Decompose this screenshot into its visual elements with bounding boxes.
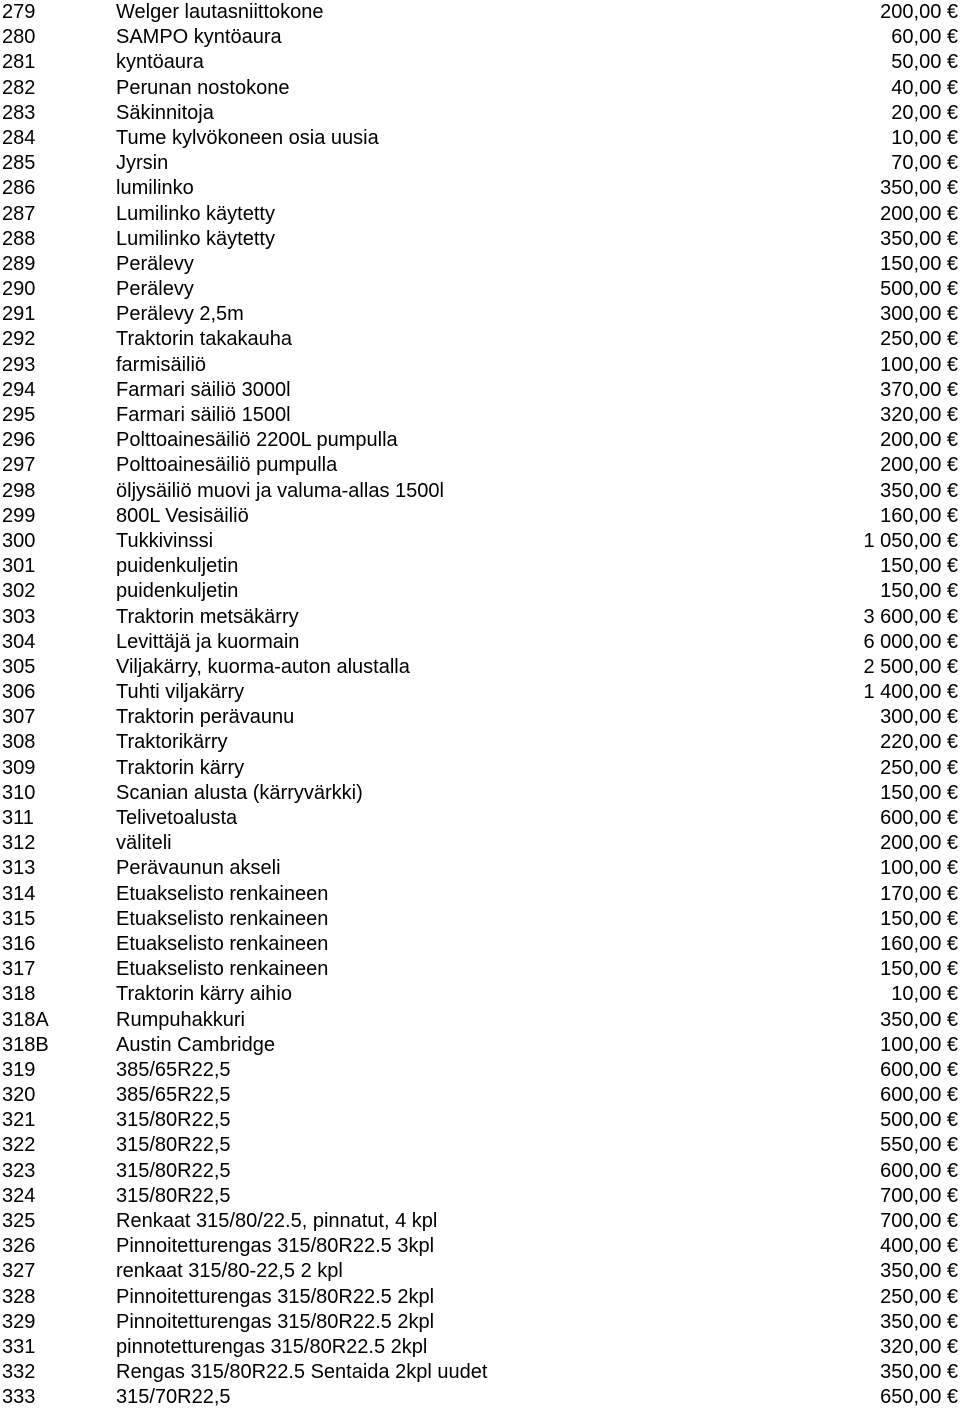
item-price: 10,00 € <box>891 126 958 149</box>
item-name: SAMPO kyntöaura <box>116 26 282 49</box>
item-number: 321 <box>2 1109 36 1132</box>
item-price: 300,00 € <box>880 303 958 326</box>
list-row <box>0 630 960 655</box>
item-number: 302 <box>2 580 36 603</box>
item-price: 150,00 € <box>880 781 958 804</box>
item-number: 324 <box>2 1184 36 1207</box>
item-name: Traktorin takakauha <box>116 328 293 351</box>
item-name: Polttoainesäiliö 2200L pumpulla <box>116 429 398 452</box>
list-row <box>0 151 960 176</box>
item-number: 304 <box>2 630 36 653</box>
list-row <box>0 1310 960 1335</box>
list-row <box>0 957 960 982</box>
item-number: 320 <box>2 1084 36 1107</box>
item-name: 315/80R22,5 <box>116 1159 231 1182</box>
item-number: 328 <box>2 1285 36 1308</box>
item-price: 220,00 € <box>880 731 958 754</box>
list-row <box>0 277 960 302</box>
item-number: 288 <box>2 227 36 250</box>
item-price: 370,00 € <box>880 378 958 401</box>
item-number: 298 <box>2 479 36 502</box>
item-name: Etuakselisto renkaineen <box>116 907 329 930</box>
item-number: 283 <box>2 101 36 124</box>
item-price: 400,00 € <box>880 1235 958 1258</box>
item-price: 200,00 € <box>880 1 958 23</box>
item-number: 299 <box>2 504 36 527</box>
list-row <box>0 302 960 327</box>
list-row <box>0 605 960 630</box>
list-row <box>0 831 960 856</box>
item-price: 150,00 € <box>880 555 958 578</box>
item-price: 200,00 € <box>880 454 958 477</box>
list-row <box>0 327 960 352</box>
item-name: Tuhti viljakärry <box>116 681 245 704</box>
item-number: 319 <box>2 1058 36 1081</box>
item-price: 60,00 € <box>891 26 958 49</box>
list-row <box>0 781 960 806</box>
item-number: 300 <box>2 529 36 552</box>
list-row <box>0 504 960 529</box>
item-name: 315/80R22,5 <box>116 1109 231 1132</box>
item-number: 318 <box>2 983 36 1006</box>
list-row <box>0 1209 960 1234</box>
item-number: 307 <box>2 706 36 729</box>
item-name: 385/65R22,5 <box>116 1084 231 1107</box>
item-number: 297 <box>2 454 36 477</box>
item-number: 306 <box>2 681 36 704</box>
item-price: 350,00 € <box>880 1361 958 1384</box>
item-price: 600,00 € <box>880 1058 958 1081</box>
item-number: 290 <box>2 278 36 301</box>
item-number: 333 <box>2 1386 36 1409</box>
item-price: 200,00 € <box>880 202 958 225</box>
list-row <box>0 1058 960 1083</box>
list-row <box>0 0 960 25</box>
item-name: Pinnoitetturengas 315/80R22.5 3kpl <box>116 1235 435 1258</box>
list-row <box>0 76 960 101</box>
item-number: 285 <box>2 152 36 175</box>
item-name: Lumilinko käytetty <box>116 202 275 225</box>
list-row <box>0 982 960 1007</box>
item-price: 350,00 € <box>880 1310 958 1333</box>
item-price: 650,00 € <box>880 1386 958 1409</box>
item-name: väliteli <box>116 832 172 855</box>
list-row <box>0 1385 960 1410</box>
list-row <box>0 907 960 932</box>
item-name: Scanian alusta (kärryvärkki) <box>116 781 363 804</box>
item-price: 350,00 € <box>880 227 958 250</box>
item-number: 301 <box>2 555 36 578</box>
item-price: 150,00 € <box>880 580 958 603</box>
item-number: 314 <box>2 882 36 905</box>
item-name: Perälevy <box>116 278 194 301</box>
item-name: Farmari säiliö 1500l <box>116 404 291 426</box>
item-price: 600,00 € <box>880 1159 958 1182</box>
list-row <box>0 705 960 730</box>
item-price: 50,00 € <box>891 51 958 74</box>
item-name: lumilinko <box>116 177 194 200</box>
list-row <box>0 1184 960 1209</box>
item-number: 280 <box>2 26 36 49</box>
list-row <box>0 1008 960 1033</box>
item-number: 279 <box>2 1 36 23</box>
item-price: 320,00 € <box>880 1335 958 1358</box>
item-number: 327 <box>2 1260 36 1283</box>
item-name: Perälevy <box>116 252 194 275</box>
item-name: Etuakselisto renkaineen <box>116 932 329 955</box>
item-name: pinnotetturengas 315/80R22.5 2kpl <box>116 1335 428 1358</box>
item-name: Traktorin kärry aihio <box>116 983 292 1006</box>
item-price: 150,00 € <box>880 907 958 930</box>
list-row <box>0 1335 960 1360</box>
item-number: 287 <box>2 202 36 225</box>
list-row <box>0 101 960 126</box>
item-price: 160,00 € <box>880 932 958 955</box>
item-name: puidenkuljetin <box>116 555 239 578</box>
item-number: 316 <box>2 932 36 955</box>
item-name: Traktorikärry <box>116 731 228 754</box>
item-price: 200,00 € <box>880 832 958 855</box>
item-number: 308 <box>2 731 36 754</box>
item-name: Traktorin kärry <box>116 756 245 779</box>
item-name: renkaat 315/80-22,5 2 kpl <box>116 1260 343 1283</box>
item-number: 326 <box>2 1235 36 1258</box>
item-name: Viljakärry, kuorma-auton alustalla <box>116 655 410 678</box>
item-name: Rumpuhakkuri <box>116 1008 245 1031</box>
item-name: 385/65R22,5 <box>116 1058 231 1081</box>
list-row <box>0 1360 960 1385</box>
item-name: kyntöaura <box>116 51 204 74</box>
item-price: 1 050,00 € <box>863 529 958 552</box>
item-number: 294 <box>2 378 36 401</box>
item-number: 305 <box>2 655 36 678</box>
item-price: 1 400,00 € <box>863 681 958 704</box>
item-name: Jyrsin <box>116 152 169 175</box>
item-price: 70,00 € <box>891 152 958 175</box>
item-name: 315/80R22,5 <box>116 1184 231 1207</box>
list-row <box>0 176 960 201</box>
item-price: 320,00 € <box>880 404 958 426</box>
list-row <box>0 756 960 781</box>
list-row <box>0 1259 960 1284</box>
item-number: 312 <box>2 832 36 855</box>
item-price: 350,00 € <box>880 1260 958 1283</box>
item-name: Tukkivinssi <box>116 529 214 552</box>
item-price: 100,00 € <box>880 857 958 880</box>
item-number: 282 <box>2 76 36 99</box>
list-row <box>0 50 960 75</box>
item-number: 323 <box>2 1159 36 1182</box>
item-number: 289 <box>2 252 36 275</box>
item-price: 6 000,00 € <box>863 630 958 653</box>
item-name: Lumilinko käytetty <box>116 227 275 250</box>
item-number: 325 <box>2 1210 36 1232</box>
list-row <box>0 882 960 907</box>
item-number: 331 <box>2 1335 36 1358</box>
list-row <box>0 579 960 604</box>
item-price: 2 500,00 € <box>863 655 958 678</box>
list-row <box>0 529 960 554</box>
list-row <box>0 680 960 705</box>
item-price: 700,00 € <box>880 1210 958 1232</box>
item-price: 550,00 € <box>880 1134 958 1157</box>
item-price: 150,00 € <box>880 252 958 275</box>
item-price: 500,00 € <box>880 278 958 301</box>
item-number: 284 <box>2 126 36 149</box>
list-row <box>0 1159 960 1184</box>
item-number: 317 <box>2 958 36 981</box>
item-number: 293 <box>2 353 36 376</box>
list-row <box>0 353 960 378</box>
item-price: 250,00 € <box>880 1285 958 1308</box>
item-price: 500,00 € <box>880 1109 958 1132</box>
item-number: 310 <box>2 781 36 804</box>
list-row <box>0 1033 960 1058</box>
list-row <box>0 378 960 403</box>
item-name: farmisäiliö <box>116 353 207 376</box>
item-name: Telivetoalusta <box>116 807 238 829</box>
item-name: Farmari säiliö 3000l <box>116 378 291 401</box>
item-price: 20,00 € <box>891 101 958 124</box>
item-number: 315 <box>2 907 36 930</box>
item-number: 322 <box>2 1134 36 1157</box>
list-row <box>0 453 960 478</box>
item-price: 350,00 € <box>880 177 958 200</box>
item-price: 40,00 € <box>891 76 958 99</box>
item-name: Austin Cambridge <box>116 1033 275 1056</box>
item-name: Polttoainesäiliö pumpulla <box>116 454 338 477</box>
item-number: 332 <box>2 1361 36 1384</box>
list-row <box>0 25 960 50</box>
item-price: 600,00 € <box>880 1084 958 1107</box>
list-row <box>0 403 960 428</box>
list-row <box>0 1234 960 1259</box>
item-number: 311 <box>2 807 34 829</box>
list-row <box>0 428 960 453</box>
item-name: Levittäjä ja kuormain <box>116 630 300 653</box>
list-row <box>0 126 960 151</box>
item-price: 160,00 € <box>880 504 958 527</box>
item-name: Etuakselisto renkaineen <box>116 882 329 905</box>
item-price: 150,00 € <box>880 958 958 981</box>
item-name: Traktorin metsäkärry <box>116 605 299 628</box>
list-row <box>0 1083 960 1108</box>
item-number: 313 <box>2 857 36 880</box>
item-price: 300,00 € <box>880 706 958 729</box>
item-price: 100,00 € <box>880 1033 958 1056</box>
item-name: Welger lautasniittokone <box>116 1 324 23</box>
item-number: 291 <box>2 303 36 326</box>
list-row <box>0 655 960 680</box>
item-number: 286 <box>2 177 36 200</box>
item-number: 329 <box>2 1310 36 1333</box>
item-number: 281 <box>2 51 36 74</box>
item-number: 303 <box>2 605 36 628</box>
item-number: 296 <box>2 429 36 452</box>
list-row <box>0 227 960 252</box>
list-row <box>0 1133 960 1158</box>
list-row <box>0 932 960 957</box>
item-name: Rengas 315/80R22.5 Sentaida 2kpl uudet <box>116 1361 488 1384</box>
item-price: 600,00 € <box>880 807 958 829</box>
item-name: Renkaat 315/80/22.5, pinnatut, 4 kpl <box>116 1210 438 1232</box>
list-row <box>0 202 960 227</box>
item-name: 315/80R22,5 <box>116 1134 231 1157</box>
item-name: Etuakselisto renkaineen <box>116 958 329 981</box>
item-name: Pinnoitetturengas 315/80R22.5 2kpl <box>116 1310 435 1333</box>
list-row <box>0 1108 960 1133</box>
item-price: 200,00 € <box>880 429 958 452</box>
item-price: 100,00 € <box>880 353 958 376</box>
item-name: 800L Vesisäiliö <box>116 504 249 527</box>
item-price: 170,00 € <box>880 882 958 905</box>
list-row <box>0 554 960 579</box>
list-row <box>0 856 960 881</box>
item-number: 318B <box>2 1033 49 1056</box>
item-price: 700,00 € <box>880 1184 958 1207</box>
list-row <box>0 1285 960 1310</box>
list-row <box>0 479 960 504</box>
list-row <box>0 730 960 755</box>
item-name: Perävaunun akseli <box>116 857 281 880</box>
item-price: 250,00 € <box>880 756 958 779</box>
list-row <box>0 252 960 277</box>
item-name: öljysäiliö muovi ja valuma-allas 1500l <box>116 479 444 502</box>
list-row <box>0 806 960 831</box>
item-name: Säkinnitoja <box>116 101 214 124</box>
item-price: 10,00 € <box>891 983 958 1006</box>
item-price: 350,00 € <box>880 1008 958 1031</box>
item-name: puidenkuljetin <box>116 580 239 603</box>
item-name: Tume kylvökoneen osia uusia <box>116 126 379 149</box>
item-number: 295 <box>2 404 36 426</box>
item-number: 318A <box>2 1008 49 1031</box>
item-name: Perunan nostokone <box>116 76 290 99</box>
item-price: 350,00 € <box>880 479 958 502</box>
item-name: Traktorin perävaunu <box>116 706 295 729</box>
item-name: Perälevy 2,5m <box>116 303 244 326</box>
item-number: 292 <box>2 328 36 351</box>
item-name: Pinnoitetturengas 315/80R22.5 2kpl <box>116 1285 435 1308</box>
item-number: 309 <box>2 756 36 779</box>
item-name: 315/70R22,5 <box>116 1386 231 1409</box>
item-price: 3 600,00 € <box>863 605 958 628</box>
item-price: 250,00 € <box>880 328 958 351</box>
